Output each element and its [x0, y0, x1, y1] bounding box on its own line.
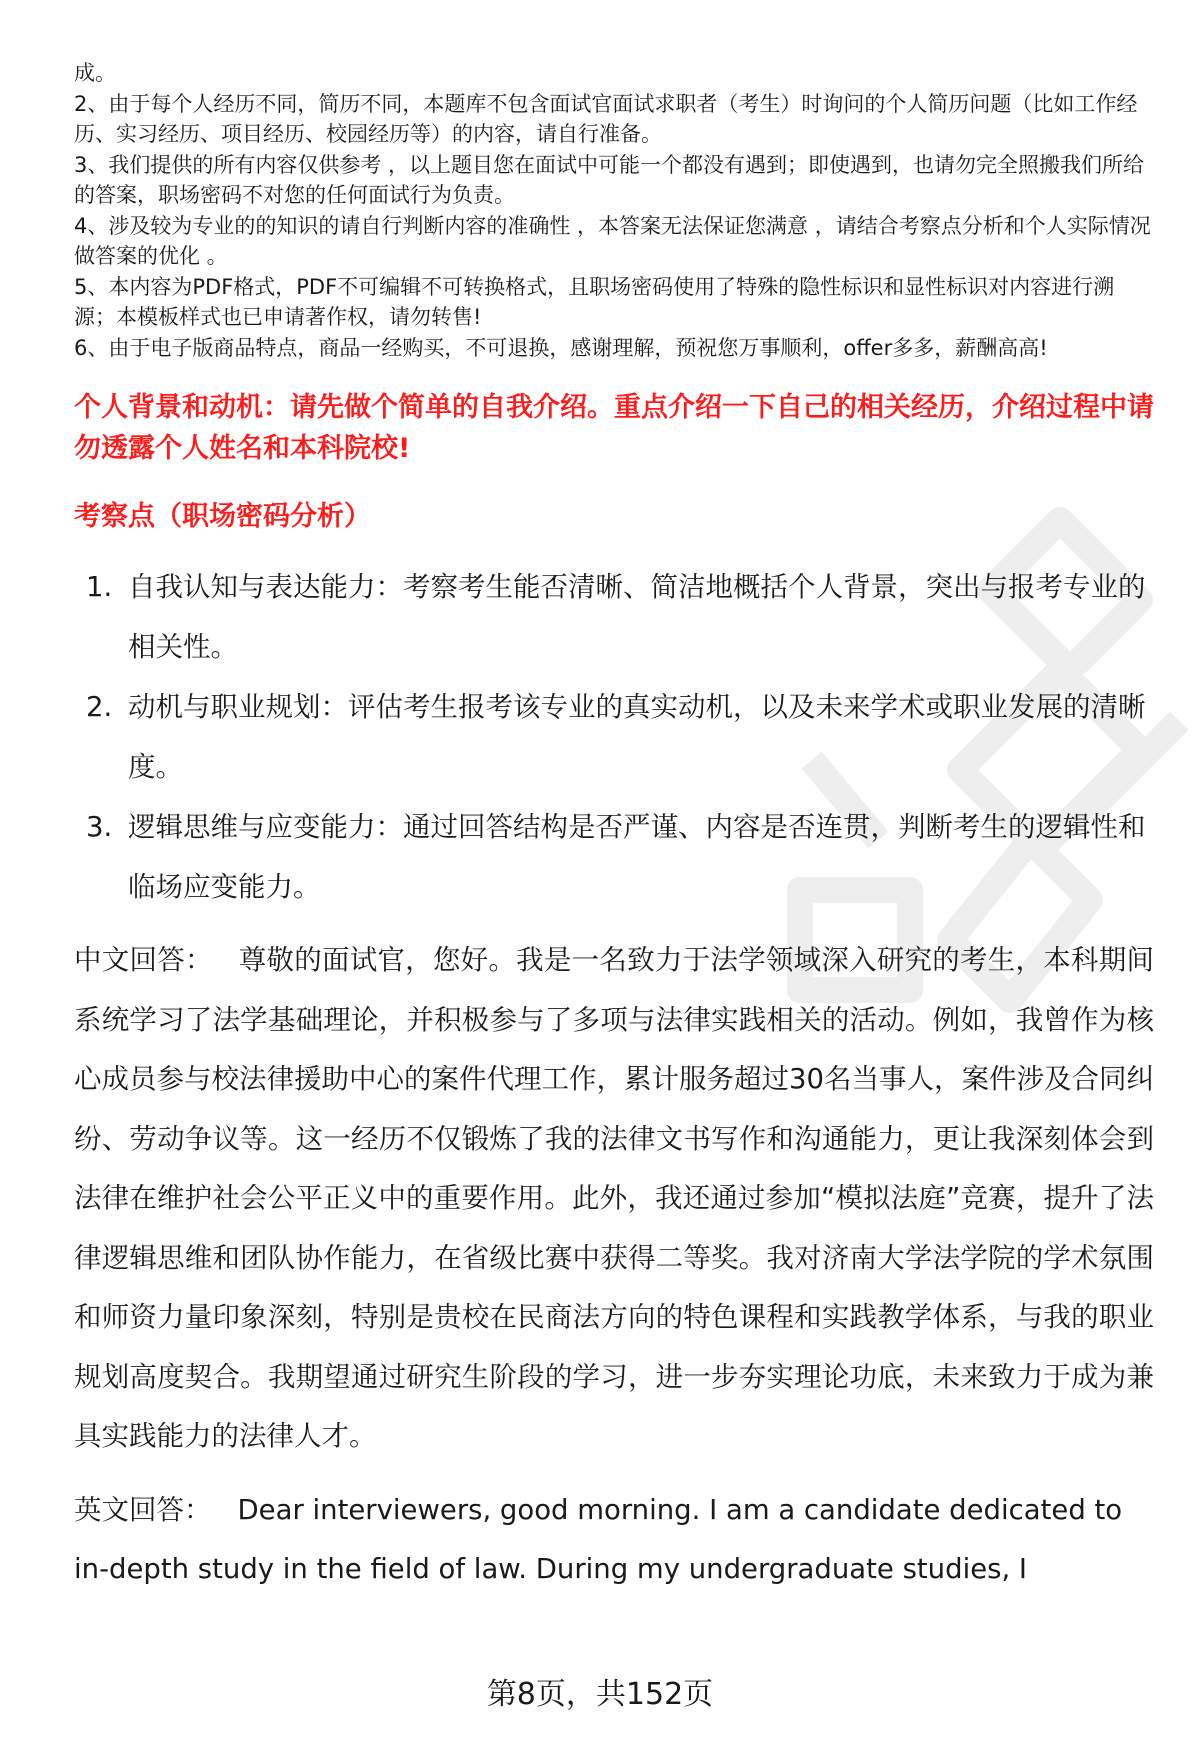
answer-chinese	[74, 931, 1154, 1467]
point-number: 1.	[86, 571, 113, 603]
analysis-point	[74, 677, 1154, 797]
question-heading: 个人背景和动机：请先做个简单的自我介绍。重点介绍一下自己的相关经历，介绍过程中请勿透露个人姓名和本科院校!	[74, 392, 1154, 464]
notice-line: 4、涉及较为专业的的知识的请自行判断内容的准确性 ，本答案无法保证您满意 ，请结合考察点分析和个人实际情况做答案的优化 。	[74, 213, 1151, 268]
point-text: 自我认知与表达能力：考察考生能否清晰、简洁地概括个人背景，突出与报考专业的相关性。	[128, 571, 1146, 663]
notice-line: 成。	[74, 61, 116, 85]
notice-line: 6、由于电子版商品特点，商品一经购买，不可退换，感谢理解，预祝您万事顺利，offer多多，薪酬高高!	[74, 335, 1048, 360]
answer-english	[74, 1481, 1154, 1600]
answer-chinese-label: 中文回答：	[74, 944, 213, 976]
notice-line: 3、我们提供的所有内容仅供参考 ，以上题目您在面试中可能一个都没有遇到；即使遇到，也请勿完全照搬我们所给的答案，职场密码不对您的任何面试行为负责。	[74, 152, 1145, 207]
notice-line: 2、由于每个人经历不同，简历不同，本题库不包含面试官面试求职者（考生）时询问的个人简历问题（比如工作经历、实习经历、项目经历、校园经历等）的内容，请自行准备。	[74, 91, 1138, 146]
analysis-title: 考察点（职场密码分析）	[74, 501, 371, 532]
analysis-points	[74, 557, 1154, 917]
answer-english-text: Dear interviewers, good morning. I am a candidate dedicated to in-depth study in the field of law. During my undergraduate studies, I	[74, 1493, 1123, 1585]
analysis-point	[74, 557, 1154, 677]
point-text: 逻辑思维与应变能力：通过回答结构是否严谨、内容是否连贯，判断考生的逻辑性和临场应变能力。	[128, 811, 1146, 903]
point-number: 2.	[86, 691, 113, 723]
page-content	[74, 58, 1154, 1600]
point-number: 3.	[86, 811, 113, 843]
point-text: 动机与职业规划：评估考生报考该专业的真实动机，以及未来学术或职业发展的清晰度。	[128, 691, 1146, 783]
answer-english-label: 英文回答：	[74, 1493, 212, 1526]
notice-line: 5、本内容为PDF格式，PDF不可编辑不可转换格式，且职场密码使用了特殊的隐性标识和显性标识对内容进行溯源；本模板样式也已申请著作权，请勿转售!	[74, 274, 1115, 329]
analysis-point	[74, 797, 1154, 917]
answer-chinese-text: 尊敬的面试官，您好。我是一名致力于法学领域深入研究的考生，本科期间系统学习了法学基础理论，并积极参与了多项与法律实践相关的活动。例如，我曾作为核心成员参与校法律援助中心的案件代理工作，累计服务超过30名当事人，案件涉及合同纠纷、劳动争议等。这一经历不仅锻炼了我的法律文书写作和沟通能力，更让我深刻体会到法律在维护社会公平正义中的重要作用。此外，我还通过参加“模拟法庭”竞赛，提升了法律逻辑思维和团队协作能力，在省级比赛中获得二等奖。我对济南大学法学院的学术氛围和师资力量印象深刻，特别是贵校在民商法方向的特色课程和实践教学体系，与我的职业规划高度契合。我期望通过研究生阶段的学习，进一步夯实理论功底，未来致力于成为兼具实践能力的法律人才。	[74, 944, 1154, 1452]
page-number: 第8页，共152页	[486, 1677, 714, 1712]
notice-block	[74, 58, 1154, 363]
